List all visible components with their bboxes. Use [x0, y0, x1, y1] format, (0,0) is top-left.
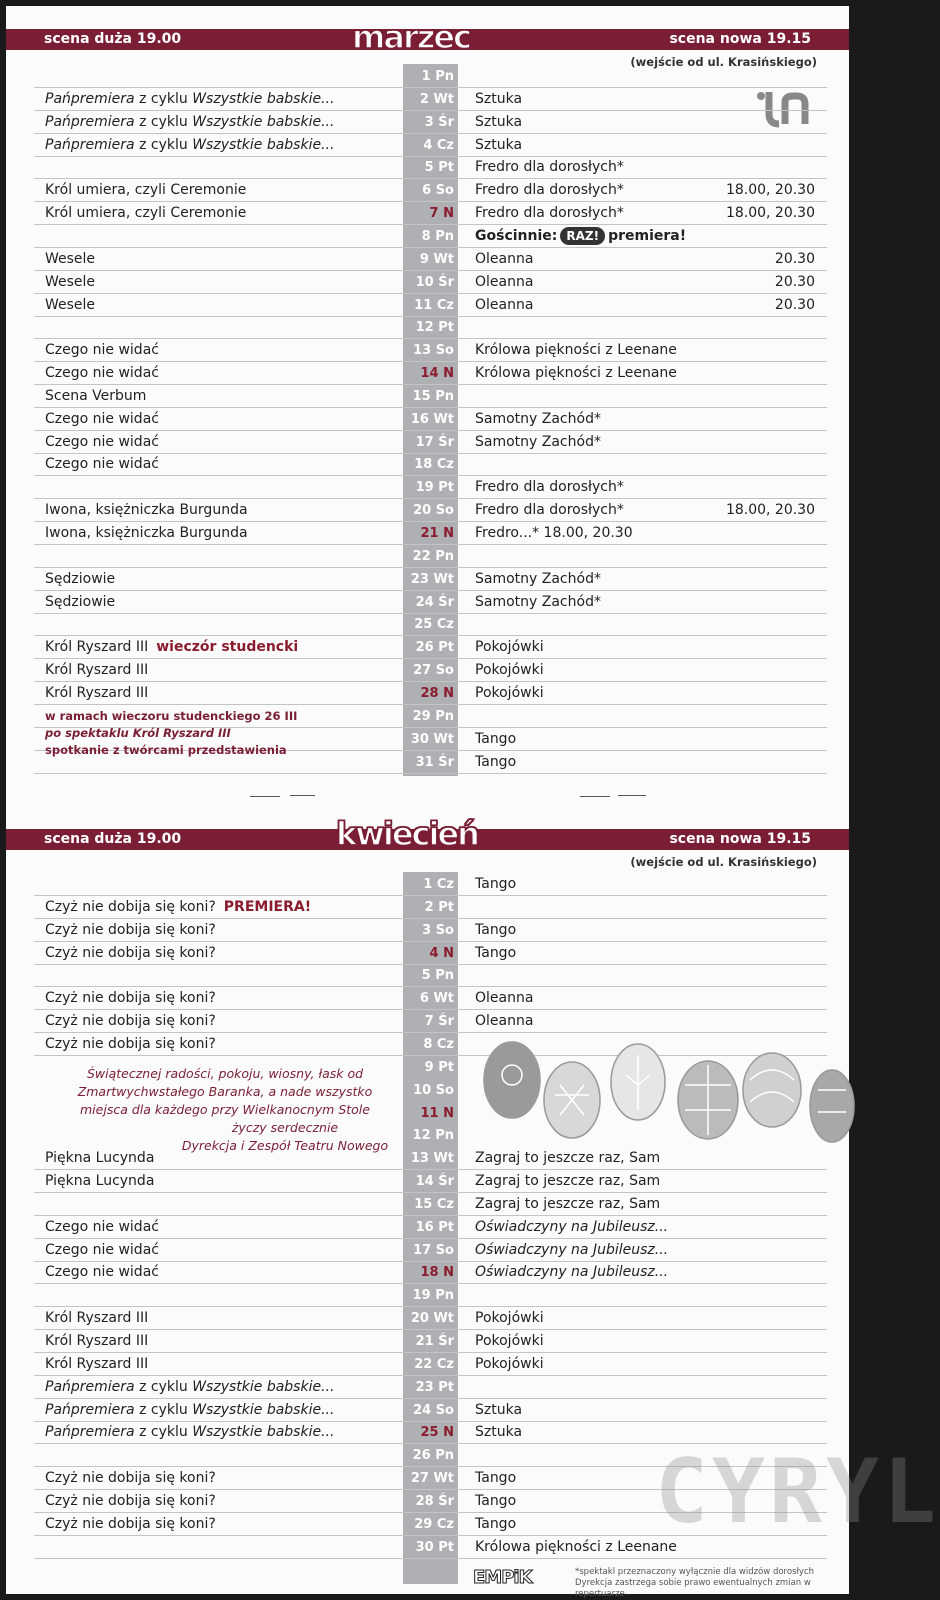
new-stage-show: Królowa piękności z Leenane	[475, 365, 677, 382]
schedule-row	[0, 1399, 855, 1422]
schedule-row	[0, 1330, 855, 1353]
new-stage-show: Samotny Zachód*	[475, 593, 601, 610]
day-label: 9 Pt	[424, 1059, 454, 1075]
schedule-row	[0, 339, 855, 362]
fold-mark	[618, 795, 646, 796]
april-title: kwiecień	[336, 815, 478, 853]
schedule-row	[0, 225, 855, 248]
big-stage-show: Czyż nie dobija się koni?	[45, 990, 216, 1007]
new-stage-show: Oleanna	[475, 990, 534, 1007]
schedule-row	[0, 202, 855, 225]
schedule-row	[0, 179, 855, 202]
march-entrance-note: (wejście od ul. Krasińskiego)	[630, 55, 817, 69]
day-label: 24 So	[413, 1402, 454, 1418]
day-label: 21 Śr	[415, 1334, 454, 1349]
day-label: 6 So	[422, 183, 454, 199]
new-stage-show: Tango	[475, 1470, 517, 1487]
new-stage-show: Fredro dla dorosłych*	[475, 479, 624, 496]
big-stage-show: Czyż nie dobija się koni?	[45, 1035, 216, 1052]
schedule-row	[0, 111, 855, 134]
day-label: 5 Pn	[421, 968, 454, 984]
big-stage-show: Sędziowie	[45, 570, 116, 587]
day-label: 14 N	[420, 366, 454, 382]
day-label: 16 Wt	[410, 411, 454, 427]
schedule-row	[0, 964, 855, 987]
big-stage-show: Czego nie widać	[45, 456, 159, 473]
big-stage-show: Pańpremiera z cyklu Wszystkie babskie...	[45, 1424, 335, 1441]
schedule-row	[0, 88, 855, 111]
big-stage-show: Wesele	[45, 296, 96, 313]
big-stage-show: Król Ryszard III	[45, 1355, 149, 1372]
schedule-row	[0, 568, 855, 591]
day-label: 16 Pt	[415, 1219, 454, 1235]
new-stage-show: Pokojówki	[475, 1333, 544, 1349]
new-stage-show: Sztuka	[475, 1401, 523, 1418]
day-label: 13 Wt	[410, 1151, 454, 1167]
schedule-row	[0, 1216, 855, 1239]
new-stage-show: Oleanna	[475, 296, 534, 313]
day-label: 4 Cz	[423, 137, 454, 153]
new-stage-show: Tango	[475, 921, 517, 938]
day-label: 20 Wt	[410, 1311, 454, 1327]
big-stage-show: Król Ryszard III	[45, 1310, 149, 1327]
big-stage-show: Król umiera, czyli Ceremonie	[45, 182, 247, 199]
new-stage-show: Oświadczyny na Jubileusz...	[475, 1241, 669, 1258]
schedule-row	[0, 408, 855, 431]
day-label: 10 So	[413, 1082, 454, 1098]
day-label: 27 Wt	[410, 1471, 454, 1487]
schedule-row	[0, 362, 855, 385]
new-stage-show: Tango	[475, 876, 517, 892]
new-stage-show: Sztuka	[475, 113, 523, 130]
day-label: 30 Wt	[410, 731, 454, 747]
schedule-row	[0, 499, 855, 522]
day-label: 22 Cz	[414, 1356, 454, 1372]
new-stage-show: Samotny Zachód*	[475, 410, 601, 427]
day-label: 7 Śr	[424, 1014, 454, 1030]
day-label: 2 Pt	[424, 899, 454, 915]
day-label: 26 Pt	[415, 640, 454, 656]
schedule-row	[0, 522, 855, 545]
day-label: 25 N	[420, 1425, 454, 1441]
new-stage-show: Tango	[475, 1492, 517, 1509]
highlight-tag: PREMIERA!	[223, 898, 312, 915]
big-stage-show: Czego nie widać	[45, 1218, 159, 1235]
schedule-row	[0, 682, 855, 705]
big-stage-show: Czego nie widać	[45, 433, 159, 450]
new-stage-show: Sztuka	[475, 136, 523, 153]
schedule-row	[0, 896, 855, 919]
big-stage-show: Czego nie widać	[45, 1241, 159, 1258]
big-stage-show: Wesele	[45, 250, 96, 267]
new-stage-show: Królowa piękności z Leenane	[475, 342, 677, 359]
day-label: 20 So	[413, 503, 454, 519]
big-stage-show: Pańpremiera z cyklu Wszystkie babskie...	[45, 136, 335, 153]
new-stage-show: Oświadczyny na Jubileusz...	[475, 1218, 669, 1235]
fold-mark	[250, 796, 280, 797]
new-stage-show: Pokojówki	[475, 639, 544, 656]
new-stage-show: Tango	[475, 730, 517, 747]
schedule-row	[0, 1010, 855, 1033]
schedule-row	[0, 248, 855, 271]
new-stage-show: Pokojówki	[475, 662, 544, 679]
day-label: 28 Śr	[415, 1493, 454, 1509]
day-label: 22 Pn	[412, 548, 454, 564]
student-note-1: w ramach wieczoru studenckiego 26 III	[45, 709, 298, 723]
day-label: 30 Pt	[415, 1539, 454, 1555]
april-entrance-note: (wejście od ul. Krasińskiego)	[630, 855, 817, 869]
big-stage-show: Wesele	[45, 273, 96, 290]
day-label: 6 Wt	[419, 991, 454, 1007]
empik-logo: EMPiK	[473, 1567, 532, 1588]
day-label: 18 Cz	[414, 457, 454, 473]
day-label: 3 So	[422, 922, 454, 938]
day-label: 27 So	[413, 663, 454, 679]
schedule-row	[0, 431, 855, 454]
new-stage-show: Tango	[475, 944, 517, 961]
highlight-tag: wieczór studencki	[156, 639, 299, 656]
new-stage-show: Samotny Zachód*	[475, 570, 601, 587]
easter-egg-icon	[810, 1070, 854, 1142]
day-label: 12 Pn	[412, 1128, 454, 1144]
show-time: 20.30	[774, 296, 815, 313]
new-stage-show: Fredro dla dorosłych*	[475, 502, 624, 519]
schedule-row	[0, 659, 855, 682]
schedule-row	[0, 1307, 855, 1330]
day-label: 10 Śr	[415, 274, 454, 290]
big-stage-show: Czyż nie dobija się koni?	[45, 921, 216, 938]
big-stage-show: Czyż nie dobija się koni?	[45, 944, 216, 961]
schedule-row	[0, 316, 855, 339]
day-label: 1 Cz	[423, 877, 454, 892]
day-label: 7 N	[429, 206, 454, 222]
day-label: 4 N	[429, 945, 454, 961]
day-label: 29 Pn	[412, 708, 454, 724]
day-label: 11 Cz	[414, 297, 454, 313]
day-label: 1 Pn	[421, 69, 454, 84]
big-stage-show: Pańpremiera z cyklu Wszystkie babskie...	[45, 1378, 335, 1395]
schedule-row	[0, 134, 855, 157]
new-stage-show: Pokojówki	[475, 1355, 544, 1372]
easter-eggs-illustration	[480, 1040, 850, 1150]
new-stage-show: Oleanna	[475, 273, 534, 290]
footnote	[575, 1567, 835, 1600]
schedule-row	[0, 636, 855, 659]
big-stage-show: Piękna Lucynda	[45, 1173, 155, 1190]
big-stage-show: Pańpremiera z cyklu Wszystkie babskie...	[45, 1401, 335, 1418]
student-note-3: spotkanie z twórcami przedstawienia	[45, 743, 287, 757]
cyryl-watermark: CYRYL	[655, 1440, 940, 1543]
schedule-row	[0, 1193, 855, 1216]
day-label: 12 Pt	[415, 320, 454, 336]
big-stage-show: Piękna Lucynda	[45, 1150, 155, 1167]
schedule-row	[0, 942, 855, 965]
big-stage-show: Czyż nie dobija się koni? PREMIERA!	[45, 898, 312, 915]
schedule-row	[0, 65, 855, 88]
show-time: 18.00, 20.30	[725, 205, 815, 222]
easter-egg-icon	[484, 1042, 540, 1118]
new-stage-show: Sztuka	[475, 1424, 523, 1441]
big-stage-show: Czyż nie dobija się koni?	[45, 1515, 216, 1532]
big-stage-show: Czego nie widać	[45, 1264, 159, 1281]
big-stage-show: Czyż nie dobija się koni?	[45, 1492, 216, 1509]
new-stage-show: Królowa piękności z Leenane	[475, 1538, 677, 1555]
new-stage-show: Fredro dla dorosłych*	[475, 205, 624, 222]
new-stage-show: Zagraj to jeszcze raz, Sam	[475, 1195, 661, 1212]
day-label: 17 Śr	[415, 434, 454, 450]
day-label: 2 Wt	[419, 91, 454, 107]
big-stage-show: Król Ryszard III	[45, 662, 149, 679]
big-stage-show: Iwona, księżniczka Burgunda	[45, 525, 248, 541]
new-stage-show: Oleanna	[475, 1013, 534, 1030]
raz-badge: RAZ!	[560, 227, 605, 245]
day-label: 18 N	[420, 1265, 454, 1281]
fold-mark	[290, 795, 315, 796]
day-label: 15 Cz	[414, 1196, 454, 1212]
schedule-row	[0, 1376, 855, 1399]
schedule-row	[0, 919, 855, 942]
new-stage-show: Sztuka	[475, 90, 523, 107]
day-label: 28 N	[420, 685, 454, 701]
new-stage-show: Tango	[475, 753, 517, 770]
schedule-row	[0, 385, 855, 408]
day-label: 26 Pn	[412, 1448, 454, 1464]
show-time: 18.00, 20.30	[725, 182, 815, 199]
big-stage-show: Czego nie widać	[45, 342, 159, 359]
day-label: 11 N	[420, 1105, 454, 1121]
march-new-stage-label: scena nowa 19.15	[669, 31, 811, 47]
footnote-changes: Dyrekcja zastrzega sobie prawo ewentualnych zmian w repertuarze	[575, 1578, 811, 1599]
new-stage-show: Pokojówki	[475, 684, 544, 701]
schedule-row	[0, 476, 855, 499]
schedule-row	[0, 271, 855, 294]
new-stage-show: Pokojówki	[475, 1310, 544, 1327]
big-stage-show: Król Ryszard III	[45, 1333, 149, 1349]
big-stage-show: Czego nie widać	[45, 365, 159, 382]
day-label: 25 Cz	[414, 617, 454, 633]
schedule-row	[0, 987, 855, 1010]
march-big-stage-label: scena duża 19.00	[44, 31, 182, 47]
new-stage-show: Zagraj to jeszcze raz, Sam	[475, 1173, 661, 1190]
big-stage-show: Sędziowie	[45, 593, 116, 610]
day-label: 29 Cz	[414, 1516, 454, 1532]
april-big-stage-label: scena duża 19.00	[44, 831, 182, 847]
new-stage-show: Tango	[475, 1515, 517, 1532]
student-note-2: po spektaklu Król Ryszard III	[45, 726, 231, 740]
schedule-row	[0, 1284, 855, 1307]
big-stage-show: Król umiera, czyli Ceremonie	[45, 205, 247, 222]
show-time: 20.30	[774, 250, 815, 267]
new-stage-show: Oleanna	[475, 250, 534, 267]
day-label: 31 Śr	[415, 754, 454, 770]
show-time: 20.30	[774, 273, 815, 290]
day-label: 19 Pt	[415, 480, 454, 496]
new-stage-show: Fredro dla dorosłych*	[475, 159, 624, 176]
day-label: 5 Pt	[424, 160, 454, 176]
day-label: 19 Pn	[412, 1288, 454, 1304]
day-label: 9 Wt	[419, 251, 454, 267]
new-stage-show: Zagraj to jeszcze raz, Sam	[475, 1150, 661, 1167]
day-label: 8 Pn	[421, 228, 454, 244]
april-new-stage-label: scena nowa 19.15	[669, 831, 811, 847]
new-stage-show: Fredro...* 18.00, 20.30	[475, 525, 633, 541]
day-label: 8 Cz	[423, 1036, 454, 1052]
big-stage-show: Czego nie widać	[45, 410, 159, 427]
schedule-row	[0, 1170, 855, 1193]
new-stage-show: Oświadczyny na Jubileusz...	[475, 1264, 669, 1281]
big-stage-show: Scena Verbum	[45, 387, 147, 404]
big-stage-show: Czyż nie dobija się koni?	[45, 1013, 216, 1030]
big-stage-show: Król Ryszard III wieczór studencki	[45, 639, 299, 656]
day-label: 3 Śr	[424, 114, 454, 130]
big-stage-show: Pańpremiera z cyklu Wszystkie babskie...	[45, 90, 335, 107]
day-label: 13 So	[413, 343, 454, 359]
schedule-row	[0, 1353, 855, 1376]
day-label: 23 Pt	[415, 1379, 454, 1395]
new-stage-show: Fredro dla dorosłych*	[475, 182, 624, 199]
big-stage-show: Król Ryszard III	[45, 684, 149, 701]
schedule-row	[0, 613, 855, 636]
schedule-row	[0, 591, 855, 614]
fold-mark	[580, 796, 610, 797]
schedule-row	[0, 545, 855, 568]
big-stage-show: Czyż nie dobija się koni?	[45, 1470, 216, 1487]
schedule-row	[0, 873, 855, 896]
day-label: 23 Wt	[410, 571, 454, 587]
day-label: 17 So	[413, 1242, 454, 1258]
schedule-row	[0, 1261, 855, 1284]
day-label: 21 N	[420, 526, 454, 541]
march-title: marzec	[352, 18, 471, 56]
day-label: 14 Śr	[415, 1174, 454, 1190]
schedule-row	[0, 1239, 855, 1262]
schedule-row	[0, 156, 855, 179]
day-label: 24 Śr	[415, 594, 454, 610]
easter-egg-icon	[743, 1053, 801, 1127]
day-label: 15 Pn	[412, 388, 454, 404]
show-time: 18.00, 20.30	[725, 502, 815, 519]
guest-performance: Gościnnie: RAZ! premiera!	[475, 227, 687, 244]
schedule-row	[0, 453, 855, 476]
schedule-row	[0, 294, 855, 317]
big-stage-show: Iwona, księżniczka Burgunda	[45, 502, 248, 519]
footnote-adults: *spektakl przeznaczony wyłącznie dla widzów dorosłych	[575, 1567, 815, 1577]
new-stage-show: Samotny Zachód*	[475, 433, 601, 450]
big-stage-show: Pańpremiera z cyklu Wszystkie babskie...	[45, 113, 335, 130]
